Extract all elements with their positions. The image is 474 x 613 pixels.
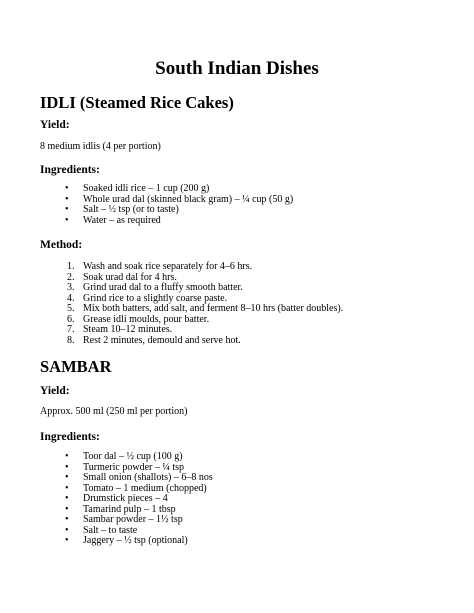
list-item: • Jaggery – ½ tsp (optional) bbox=[40, 536, 213, 547]
list-item: 8. Rest 2 minutes, demould and serve hot. bbox=[67, 334, 241, 346]
list-item: • Small onion (shallots) – 6–8 nos bbox=[40, 473, 213, 484]
recipe-title-idli: IDLI (Steamed Rice Cakes) bbox=[40, 93, 234, 112]
list-item: • Salt – ½ tsp (or to taste) bbox=[40, 205, 293, 216]
sambar-ingredients-list bbox=[40, 452, 213, 547]
list-item: 7. Steam 10–12 minutes. bbox=[67, 324, 173, 335]
list-item: 6. Grease idli moulds, pour batter. bbox=[67, 313, 210, 325]
document-title: South Indian Dishes bbox=[155, 58, 319, 79]
sambar-ingredients-heading: Ingredients: bbox=[40, 431, 100, 443]
list-item: • Toor dal – ½ cup (100 g) bbox=[40, 452, 213, 463]
list-item: • Whole urad dal (skinned black gram) – ¼ cup (50 g) bbox=[40, 195, 293, 206]
sambar-yield-heading: Yield: bbox=[40, 385, 70, 397]
idli-yield-heading: Yield: bbox=[40, 119, 70, 131]
list-item: • Drumstick pieces – 4 bbox=[40, 494, 213, 505]
list-item: • Tomato – 1 medium (chopped) bbox=[40, 484, 213, 495]
list-item: 3. Grind urad dal to a fluffy smooth batter. bbox=[67, 282, 243, 293]
list-item: 5. Mix both batters, add salt, and ferment 8–10 hrs (batter doubles). bbox=[67, 303, 344, 314]
idli-ingredients-list bbox=[40, 184, 293, 226]
idli-ingredients-heading: Ingredients: bbox=[40, 164, 100, 176]
recipe-title-sambar: SAMBAR bbox=[40, 357, 112, 376]
idli-yield-text: 8 medium idlis (4 per portion) bbox=[40, 141, 161, 152]
list-item: 4. Grind rice to a slightly coarse paste. bbox=[67, 292, 228, 304]
list-item: • Salt – to taste bbox=[40, 526, 213, 537]
list-item: • Turmeric powder – ¼ tsp bbox=[40, 463, 213, 474]
list-item: 2. Soak urad dal for 4 hrs. bbox=[67, 271, 177, 283]
list-item: • Tamarind pulp – 1 tbsp bbox=[40, 505, 213, 516]
sambar-yield-text: Approx. 500 ml (250 ml per portion) bbox=[40, 406, 188, 417]
idli-method-heading: Method: bbox=[40, 239, 83, 251]
idli-method-list bbox=[40, 262, 343, 346]
list-item: • Water – as required bbox=[40, 216, 293, 227]
list-item: 1. Wash and soak rice separately for 4–6 hrs. bbox=[67, 261, 253, 272]
list-item: • Soaked idli rice – 1 cup (200 g) bbox=[40, 184, 293, 195]
list-item: • Sambar powder – 1½ tsp bbox=[40, 515, 213, 526]
